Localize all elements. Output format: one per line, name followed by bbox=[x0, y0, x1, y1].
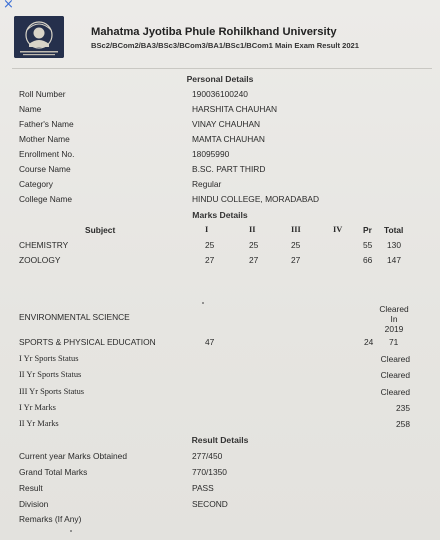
mark-I: 47 bbox=[205, 337, 215, 347]
status-row-2yr-sports bbox=[0, 370, 440, 384]
speck bbox=[202, 302, 204, 304]
result-row-grand-total bbox=[0, 467, 440, 481]
detail-value: HARSHITA CHAUHAN bbox=[192, 104, 277, 114]
subject-name: ENVIRONMENTAL SCIENCE bbox=[19, 312, 130, 322]
col-Total: Total bbox=[384, 225, 404, 235]
result-value: 770/1350 bbox=[192, 467, 227, 477]
status-label: II Yr Sports Status bbox=[19, 370, 82, 379]
detail-row-name bbox=[0, 104, 440, 118]
mark-Pr: 24 bbox=[364, 337, 374, 347]
status-value: Cleared bbox=[380, 387, 410, 397]
env-status bbox=[372, 304, 416, 335]
status-label: II Yr Marks bbox=[19, 419, 59, 428]
result-value: 277/450 bbox=[192, 451, 223, 461]
detail-row-college bbox=[0, 194, 440, 208]
mark-I: 25 bbox=[205, 240, 215, 250]
status-value: Cleared bbox=[380, 354, 410, 364]
status-value: 235 bbox=[396, 403, 410, 413]
university-logo bbox=[14, 16, 64, 58]
status-label: III Yr Sports Status bbox=[19, 387, 85, 396]
result-label: Grand Total Marks bbox=[19, 467, 88, 477]
detail-label: College Name bbox=[19, 194, 73, 204]
result-row-current-year bbox=[0, 451, 440, 465]
divider bbox=[12, 68, 432, 69]
status-row-2yr-marks bbox=[0, 419, 440, 433]
col-IV: IV bbox=[333, 225, 343, 234]
speck bbox=[70, 530, 72, 532]
detail-value: 18095990 bbox=[192, 149, 230, 159]
detail-label: Course Name bbox=[19, 164, 71, 174]
status-row-1yr-sports bbox=[0, 354, 440, 368]
mark-I: 27 bbox=[205, 255, 215, 265]
marks-header-row bbox=[0, 225, 440, 239]
detail-label: Name bbox=[19, 104, 42, 114]
detail-value: HINDU COLLEGE, MORADABAD bbox=[192, 194, 320, 204]
detail-row-course bbox=[0, 164, 440, 178]
col-Pr: Pr bbox=[363, 225, 372, 235]
result-row-result bbox=[0, 483, 440, 497]
result-row-division bbox=[0, 499, 440, 513]
result-value: PASS bbox=[192, 483, 214, 493]
detail-label: Mother Name bbox=[19, 134, 70, 144]
status-label: I Yr Sports Status bbox=[19, 354, 79, 363]
university-title: Mahatma Jyotiba Phule Rohilkhand University bbox=[91, 26, 337, 38]
detail-label: Father's Name bbox=[19, 119, 74, 129]
detail-value: Regular bbox=[192, 179, 222, 189]
marks-row-sports bbox=[0, 337, 440, 351]
env-status-line: 2019 bbox=[384, 324, 404, 335]
col-subject: Subject bbox=[85, 225, 116, 235]
detail-row-father-name bbox=[0, 119, 440, 133]
col-II: II bbox=[249, 225, 256, 234]
detail-label: Enrollment No. bbox=[19, 149, 75, 159]
mark-total: 130 bbox=[387, 240, 401, 250]
col-III: III bbox=[291, 225, 301, 234]
marks-row-zoology bbox=[0, 255, 440, 269]
result-value: SECOND bbox=[192, 499, 228, 509]
exam-subtitle: BSc2/BCom2/BA3/BSc3/BCom3/BA1/BSc1/BCom1 Main Exam Result 2021 bbox=[91, 41, 359, 50]
close-icon[interactable]: × bbox=[3, 0, 14, 12]
detail-label: Category bbox=[19, 179, 53, 189]
mark-Pr: 66 bbox=[363, 255, 373, 265]
mark-II: 25 bbox=[249, 240, 259, 250]
result-label: Result bbox=[19, 483, 43, 493]
mark-total: 71 bbox=[389, 337, 399, 347]
subject-name: CHEMISTRY bbox=[19, 240, 69, 250]
mark-III: 27 bbox=[291, 255, 301, 265]
result-label: Division bbox=[19, 499, 49, 509]
status-value: Cleared bbox=[380, 370, 410, 380]
status-row-3yr-sports bbox=[0, 387, 440, 401]
status-value: 258 bbox=[396, 419, 410, 429]
subject-name: ZOOLOGY bbox=[19, 255, 61, 265]
detail-label: Roll Number bbox=[19, 89, 66, 99]
detail-row-category bbox=[0, 179, 440, 193]
subject-name: SPORTS & PHYSICAL EDUCATION bbox=[19, 337, 156, 347]
detail-row-roll-number bbox=[0, 89, 440, 103]
personal-details-heading: Personal Details bbox=[186, 74, 254, 84]
env-status-line: In bbox=[390, 314, 398, 325]
col-I: I bbox=[205, 225, 209, 234]
status-row-1yr-marks bbox=[0, 403, 440, 417]
marks-row-chemistry bbox=[0, 240, 440, 254]
detail-row-enrollment bbox=[0, 149, 440, 163]
status-label: I Yr Marks bbox=[19, 403, 56, 412]
mark-II: 27 bbox=[249, 255, 259, 265]
detail-value: 190036100240 bbox=[192, 89, 248, 99]
result-label: Remarks (If Any) bbox=[19, 514, 82, 524]
result-label: Current year Marks Obtained bbox=[19, 451, 127, 461]
env-status-line: Cleared bbox=[379, 304, 409, 314]
marks-details-heading: Marks Details bbox=[192, 210, 248, 220]
detail-row-mother-name bbox=[0, 134, 440, 148]
result-row-remarks bbox=[0, 514, 440, 528]
mark-total: 147 bbox=[387, 255, 401, 265]
detail-value: B.SC. PART THIRD bbox=[192, 164, 266, 174]
mark-III: 25 bbox=[291, 240, 301, 250]
mark-Pr: 55 bbox=[363, 240, 373, 250]
result-details-heading: Result Details bbox=[191, 435, 249, 445]
detail-value: VINAY CHAUHAN bbox=[192, 119, 261, 129]
detail-value: MAMTA CHAUHAN bbox=[192, 134, 265, 144]
